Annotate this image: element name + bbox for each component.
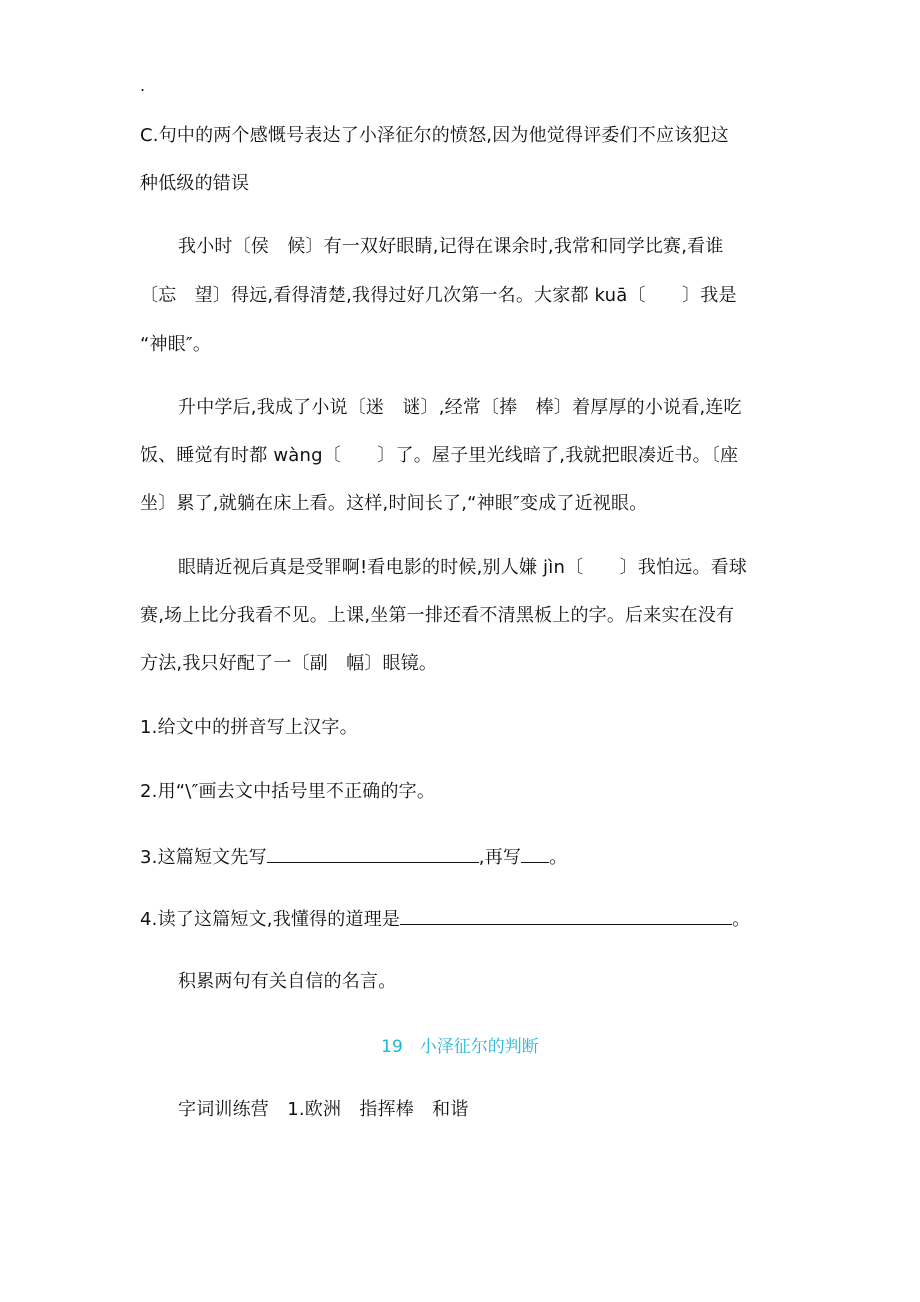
question-4 (140, 906, 780, 932)
passage-p2-line-3: 坐〕累了,就躺在床上看。这样,时间长了,“神眼″变成了近视眼。 (140, 493, 648, 514)
option-c-line-1: C.句中的两个感慨号表达了小泽征尔的愤怒,因为他觉得评委们不应该犯这 (140, 125, 729, 146)
section-title: 19 小泽征尔的判断 (381, 1037, 539, 1057)
question-3-middle: ,再写 (478, 847, 522, 868)
passage-p1-line-3: “神眼″。 (140, 334, 212, 355)
answer-blank-1[interactable] (267, 844, 479, 863)
question-3 (140, 844, 780, 870)
question-4-prefix: 4.读了这篇短文,我懂得的道理是 (140, 909, 401, 930)
passage-p3-line-3: 方法,我只好配了一〔副 幅〕眼镜。 (140, 653, 438, 674)
question-4-suffix: 。 (732, 909, 751, 930)
passage-p1-line-1: 我小时〔侯 候〕有一双好眼睛,记得在课余时,我常和同学比赛,看谁 (178, 236, 724, 257)
passage-p3-line-1: 眼睛近视后真是受罪啊!看电影的时候,别人嫌 jìn〔 〕我怕远。看球 (178, 557, 748, 578)
option-c-line-2: 种低级的错误 (140, 173, 250, 194)
passage-p2-line-1: 升中学后,我成了小说〔迷 谜〕,经常〔捧 棒〕着厚厚的小说看,连吃 (178, 397, 742, 418)
question-2: 2.用“\″画去文中括号里不正确的字。 (140, 781, 436, 802)
page-dot: . (140, 76, 146, 95)
question-3-suffix: 。 (549, 847, 568, 868)
passage-p3-line-2: 赛,场上比分我看不见。上课,坐第一排还看不清黑板上的字。后来实在没有 (140, 605, 735, 626)
answer-line: 字词训练营 1.欧洲 指挥棒 和谐 (178, 1099, 469, 1120)
passage-p1-line-2: 〔忘 望〕得远,看得清楚,我得过好几次第一名。大家都 kuā〔 〕我是 (140, 285, 737, 306)
question-3-prefix: 3.这篇短文先写 (140, 847, 267, 868)
answer-blank-2[interactable] (521, 844, 549, 863)
answer-blank-3[interactable] (400, 906, 732, 925)
accumulate-prompt: 积累两句有关自信的名言。 (178, 971, 397, 992)
question-1: 1.给文中的拼音写上汉字。 (140, 717, 358, 738)
passage-p2-line-2: 饭、睡觉有时都 wàng〔 〕了。屋子里光线暗了,我就把眼凑近书。〔座 (140, 445, 739, 466)
